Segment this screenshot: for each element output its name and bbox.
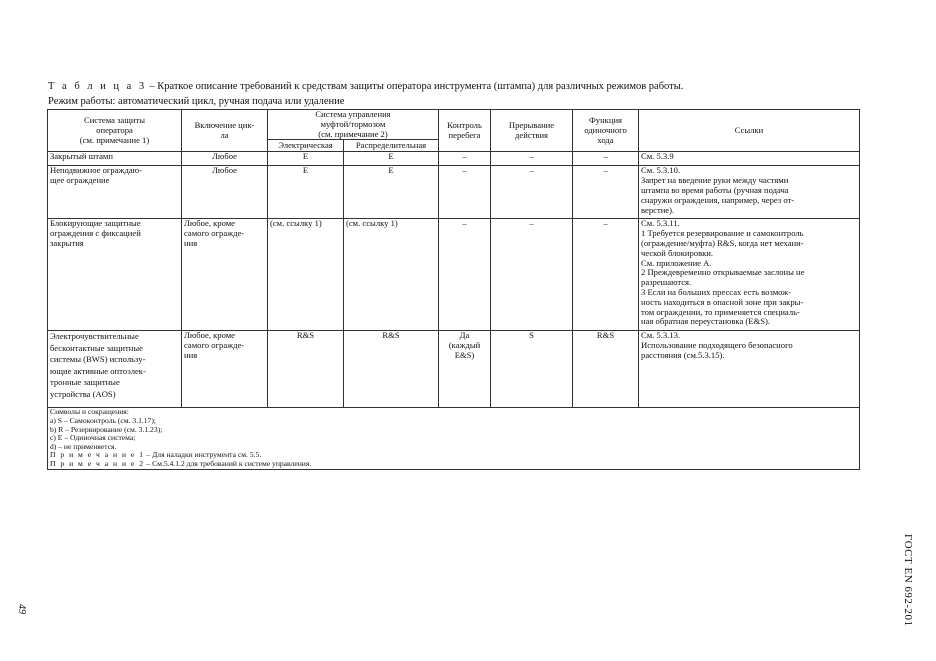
col-activation: Включение цик- ла xyxy=(182,110,268,152)
cell-single-stroke: R&S xyxy=(573,331,639,408)
cell-distribution: (см. ссылку 1) xyxy=(344,219,439,331)
col-overrun: Контроль перебега xyxy=(439,110,491,152)
col-control-group: Система управления муфтой/тормозом (см. примечание 2) xyxy=(268,110,439,140)
table-row xyxy=(48,331,860,408)
cell-protection: Закрытый штамп xyxy=(48,152,182,166)
symbols-title: Символы и сокращения: xyxy=(50,407,129,417)
symbol-b: b) R – Резервирование (см. 3.1.23); xyxy=(50,424,163,434)
cell-distribution: Е xyxy=(344,152,439,166)
cell-distribution: Е xyxy=(344,166,439,219)
header-row xyxy=(48,110,860,140)
caption-text: – Краткое описание требований к средствам защиты оператора инструмента (штампа) для различных режимов работы. xyxy=(146,81,684,92)
note-1-label: П р и м е ч а н и е 1 xyxy=(50,450,145,460)
symbol-c: с) Е – Одиночная система; xyxy=(50,433,136,443)
note-1-text: – Для наладки инструмента см. 5.5. xyxy=(144,450,262,460)
table-row xyxy=(48,166,860,219)
cell-electric: R&S xyxy=(268,331,344,408)
table-row xyxy=(48,219,860,331)
col-protection: Система защиты оператора (см. примечание 1) xyxy=(48,110,182,152)
cell-interrupt: – xyxy=(491,166,573,219)
cell-electric: Е xyxy=(268,166,344,219)
cell-single-stroke: – xyxy=(573,166,639,219)
cell-refs: См. 5.3.13. Использование подходящего безопасного расстояния (см.5.3.15). xyxy=(639,331,860,408)
col-single-stroke: Функция одиночного хода xyxy=(573,110,639,152)
cell-refs: См. 5.3.11. 1 Требуется резервирование и самоконтроль (ограждение/муфта) R&S, когда нет механи- ческой блокировки. См. приложение А. 2 Преждевременно открываемые заслоны не разрешаются. 3 Если на больших прессах есть возмож- ность находиться в опасной зоне при закры- том ограждении, то применяется специаль- ная обратная переустановка (E&S). xyxy=(639,219,860,331)
note-2-text: – См.5.4.1.2 для требований к системе управления. xyxy=(144,458,312,468)
table-caption xyxy=(48,81,683,93)
cell-activation: Любое, кроме самого огражде- ния xyxy=(182,219,268,331)
cell-activation: Любое xyxy=(182,152,268,166)
cell-activation: Любое, кроме самого огражде- ния xyxy=(182,331,268,408)
cell-refs: См. 5.3.9 xyxy=(639,152,860,166)
notes-row xyxy=(48,408,860,469)
caption-label: Т а б л и ц а 3 xyxy=(48,81,147,92)
cell-overrun: Да (каждый E&S) xyxy=(439,331,491,408)
operating-mode: Режим работы: автоматический цикл, ручная подача или удаление xyxy=(48,96,345,107)
note-2-label: П р и м е ч а н и е 2 xyxy=(50,458,145,468)
cell-overrun: – xyxy=(439,219,491,331)
cell-single-stroke: – xyxy=(573,152,639,166)
symbol-a: а) S – Самоконтроль (см. 3.1.17); xyxy=(50,415,156,425)
standard-designation: ГОСТ EN 692-201 xyxy=(902,534,914,627)
col-refs: Ссылки xyxy=(639,110,860,152)
cell-protection: Электрочувствительные бесконтактные защитные системы (BWS) использу- ющие активные оптоэлек- тронные защитные устройства (AOS) xyxy=(48,331,182,408)
col-electric: Электрическая xyxy=(268,140,344,152)
table-row xyxy=(48,152,860,166)
cell-interrupt: – xyxy=(491,152,573,166)
cell-refs: См. 5.3.10. Запрет на введение руки между частями штампа во время работы (ручная подача снаружи ограждения, например, через от- верстие). xyxy=(639,166,860,219)
requirements-table xyxy=(47,109,860,470)
cell-electric: Е xyxy=(268,152,344,166)
note-2 xyxy=(50,460,857,469)
cell-protection: Неподвижное ограждаю- щее ограждение xyxy=(48,166,182,219)
cell-interrupt: – xyxy=(491,219,573,331)
cell-single-stroke: – xyxy=(573,219,639,331)
cell-protection: Блокирующие защитные ограждения с фиксацией закрытия xyxy=(48,219,182,331)
page-number: 49 xyxy=(16,604,27,614)
cell-activation: Любое xyxy=(182,166,268,219)
col-interrupt: Прерывание действия xyxy=(491,110,573,152)
symbol-d: d) – не применяется. xyxy=(50,441,117,451)
cell-overrun: – xyxy=(439,166,491,219)
cell-distribution: R&S xyxy=(344,331,439,408)
col-distribution: Распределительная xyxy=(344,140,439,152)
cell-overrun: – xyxy=(439,152,491,166)
cell-interrupt: S xyxy=(491,331,573,408)
notes-cell xyxy=(48,408,860,469)
cell-electric: (см. ссылку 1) xyxy=(268,219,344,331)
